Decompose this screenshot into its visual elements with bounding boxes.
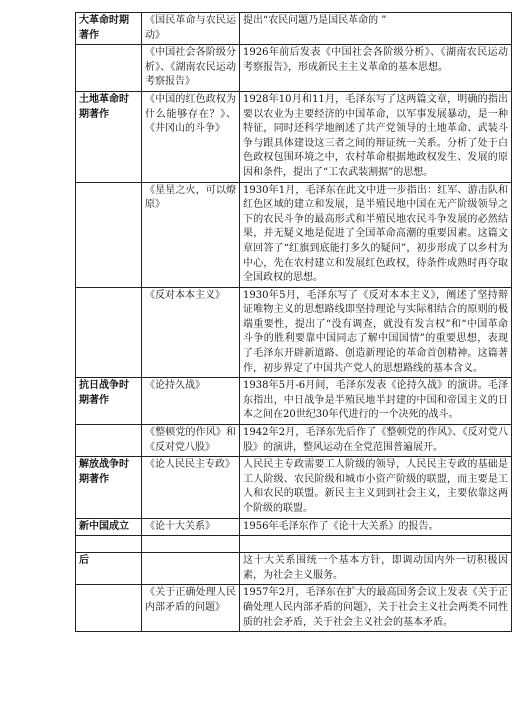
description-cell: 提出“农民问题乃是国民革命的 ”: [240, 13, 512, 45]
work-title-cell: 《中国社会各阶级分析》、《湖南农民运动考察报告》: [142, 45, 240, 92]
period-cell: [76, 182, 142, 287]
table-row: [76, 13, 512, 45]
description-cell: 1956年毛泽东作了《论十大关系》的报告。: [240, 518, 512, 536]
period-cell: [76, 585, 142, 632]
period-cell: [76, 45, 142, 92]
description-cell: 人民民主专政需要工人阶级的领导，人民民主专政的基础是工人阶级、农民阶级和城市小资产阶级的联盟，而主要是工人和农民的联盟。新民主主义到到社会主义，主要依靠这两个阶级的联盟。: [240, 457, 512, 518]
gap-cell: [142, 536, 240, 553]
period-cell: 新中国成立: [76, 518, 142, 536]
period-cell: 大革命时期著作: [76, 13, 142, 45]
works-table: [75, 12, 512, 632]
table-row: [76, 518, 512, 536]
table-row: [76, 91, 512, 182]
table-row: [76, 287, 512, 378]
period-cell: 抗日战争时期著作: [76, 378, 142, 425]
table-row: [76, 425, 512, 457]
description-cell: 1938年5月-6月间，毛泽东发表《论持久战》的演讲。毛泽东指出，中日战争是半殖民地半封建的中国和帝国主义的日本之间在20世纪30年代进行的一个决死的战斗。: [240, 378, 512, 425]
table-row: [76, 553, 512, 585]
table-row: [76, 457, 512, 518]
work-title-cell: 《论十大关系》: [142, 518, 240, 536]
work-title-cell: 《星星之火，可以燎原》: [142, 182, 240, 287]
description-cell: 1930年5月，毛泽东写了《反对本本主义》，阐述了坚持辩证唯物主义的思想路线即坚持理论与实际相结合的原则的极端重要性，提出了“没有调查，就没有发言权”和“中国革命斗争的胜利要靠中国同志了解中国国情”的重要思想，表现了毛泽东开辟新道路、创造新理论的革命首创精神。这篇著作，初步界定了中国共产党人的思想路线的基本含义。: [240, 287, 512, 378]
work-title-cell: 《反对本本主义》: [142, 287, 240, 378]
period-cell: 后: [76, 553, 142, 585]
table-row: [76, 182, 512, 287]
work-title-cell: 《论人民民主专政》: [142, 457, 240, 518]
table-row: [76, 585, 512, 632]
description-cell: 1930年1月，毛泽东在此文中进一步指出：红军、游击队和红色区域的建立和发展，是半殖民地中国在无产阶级领导之下的农民斗争的最高形式和半殖民地农民斗争发展的必然结果，并无疑义地是促进了全国革命高潮的重要因素。这篇文章回答了“红旗到底能打多久的疑问”，初步形成了以乡村为中心，先在农村建立和发展红色政权，待条件成熟时再夺取全国政权的思想。: [240, 182, 512, 287]
document-page: [75, 12, 511, 632]
description-cell: 1928年10月和11月，毛泽东写了这两篇文章，明确的指出要以农业为主要经济的中国革命，以军事发展暴动，是一种特征，同时还科学地阐述了共产党领导的土地革命、武装斗争与跟具体建设这三者之间的辩证统一关系。分析了处于白色政权包围环境之中，农村革命根据地政权发生、发展的原因和条件，提出了“工农武装割据”的思想。: [240, 91, 512, 182]
work-title-cell: 《中国的红色政权为什么能够存在？》、《井冈山的斗争》: [142, 91, 240, 182]
gap-cell: [76, 536, 142, 553]
gap-cell: [240, 536, 512, 553]
work-title-cell: 《国民革命与农民运动》: [142, 13, 240, 45]
period-cell: 土地革命时期著作: [76, 91, 142, 182]
description-cell: 1957年2月，毛泽东在扩大的最高国务会议上发表《关于正确处理人民内部矛盾的问题》，关于社会主义社会两类不同性质的社会矛盾，关于社会主义社会的基本矛盾。: [240, 585, 512, 632]
period-cell: 解放战争时期著作: [76, 457, 142, 518]
period-cell: [76, 425, 142, 457]
work-title-cell: 《整顿党的作风》和《反对党八股》: [142, 425, 240, 457]
table-gap-row: [76, 536, 512, 553]
table-row: [76, 378, 512, 425]
description-cell: 1926年前后发表《中国社会各阶级分析》、《湖南农民运动考察报告》，形成新民主主义革命的基本思想。: [240, 45, 512, 92]
description-cell: 1942年2月，毛泽东先后作了《整顿党的作风》、《反对党八股》的演讲，整风运动在全党范围普遍展开。: [240, 425, 512, 457]
work-title-cell: 《关于正确处理人民内部矛盾的问题》: [142, 585, 240, 632]
description-cell: 这十大关系围统一个基本方针，即调动国内外一切积极因素，为社会主义服务。: [240, 553, 512, 585]
work-title-cell: 《论持久战》: [142, 378, 240, 425]
work-title-cell: [142, 553, 240, 585]
table-row: [76, 45, 512, 92]
period-cell: [76, 287, 142, 378]
